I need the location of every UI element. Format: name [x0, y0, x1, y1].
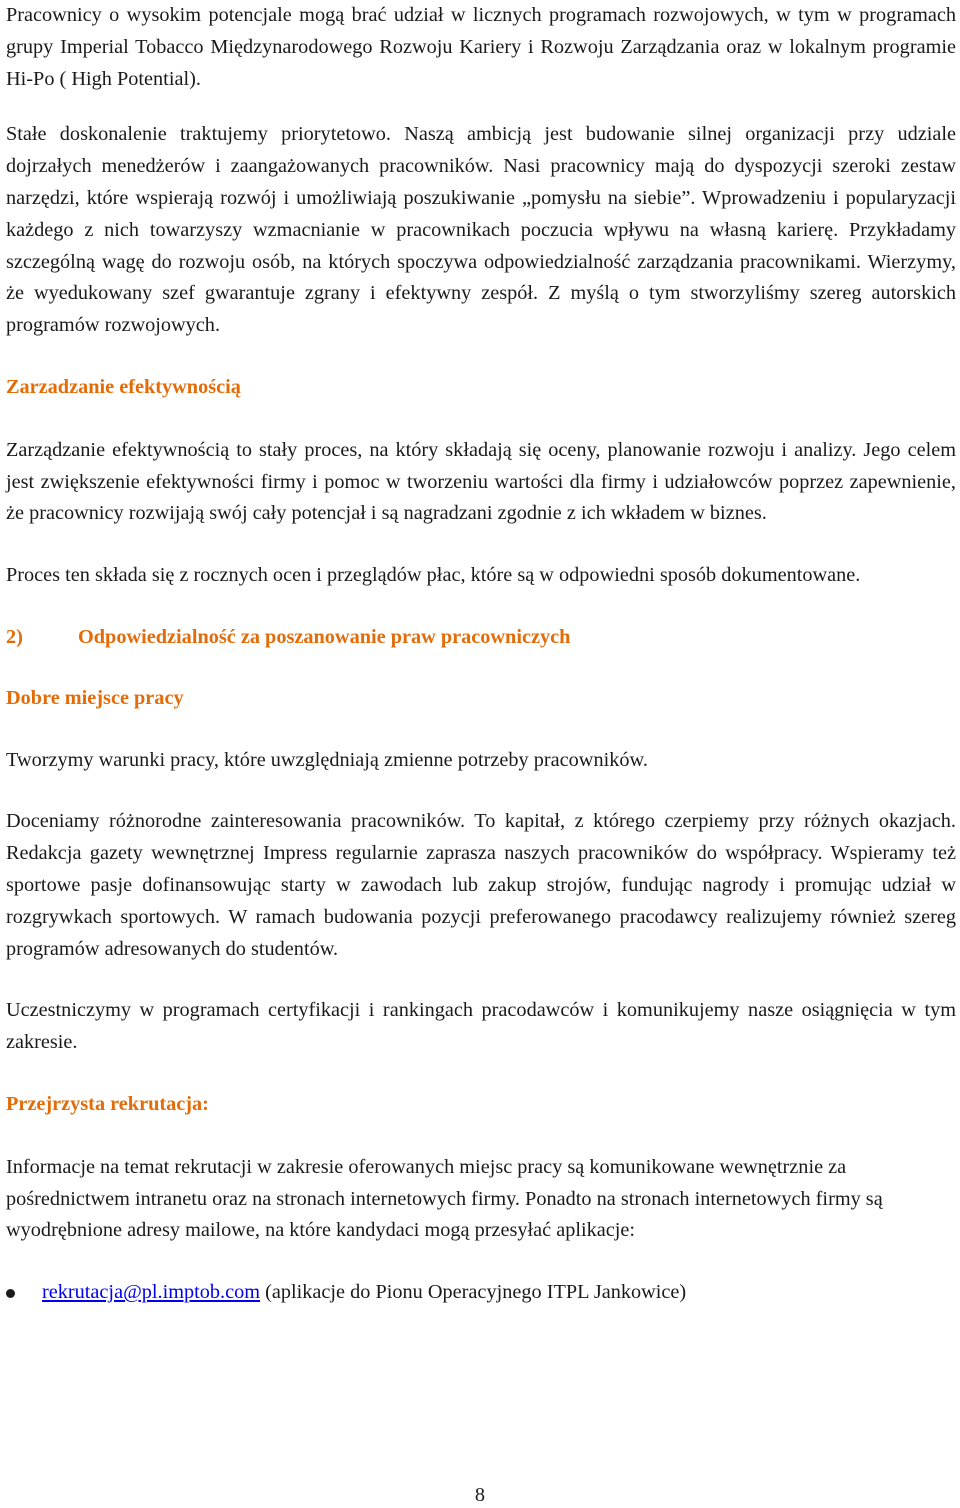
- section-2-number: 2): [6, 625, 23, 648]
- document-page: [6, 0, 956, 1309]
- recruitment-paragraph: Informacje na temat rekrutacji w zakresie oferowanych miejsc pracy są komunikowane wewnętrznie za pośrednictwem intranetu oraz na stronach internetowych firmy. Ponadto na stronach internetowych firmy są wyodrębnione adresy mailowe, na które kandydaci mogą przesyłać aplikacje:: [6, 1155, 883, 1242]
- section-2-title: Odpowiedzialność za poszanowanie praw pracowniczych: [78, 625, 571, 648]
- heading-performance-management: Zarzadzanie efektywnością: [6, 375, 241, 398]
- heading-good-workplace: Dobre miejsce pracy: [6, 686, 184, 709]
- recruitment-email-description: (aplikacje do Pionu Operacyjnego ITPL Jankowice): [260, 1281, 687, 1304]
- recruitment-email-link[interactable]: rekrutacja@pl.imptob.com: [42, 1281, 261, 1304]
- bullet-icon: [6, 1289, 15, 1298]
- heading-recruitment: Przejrzysta rekrutacja:: [6, 1092, 209, 1115]
- performance-paragraph-1: Zarządzanie efektywnością to stały proces, na który składają się oceny, planowanie rozwoju i analizy. Jego celem jest zwiększenie efektywności firmy i pomoc w tworzeniu wartości dla firmy i udziałowców poprzez zapewnienie, że pracownicy rozwijają swój cały potencjał i są nagradzani zgodnie z ich wkładem w biznes.: [6, 438, 956, 525]
- recruitment-contact-list: [6, 1277, 956, 1309]
- workplace-paragraph-2: Doceniamy różnorodne zainteresowania pracowników. To kapitał, z którego czerpiemy przy różnych okazjach. Redakcja gazety wewnętrznej Impress regularnie zaprasza naszych pracowników do współpracy. Wspieramy też sportowe pasje dofinansowując starty w zawodach lub zakup strojów, fundując nagrody i promując udział w rozgrywkach sportowych. W ramach budowania pozycji preferowanego pracodawcy realizujemy również szereg programów adresowanych do studentów.: [6, 810, 956, 960]
- intro-paragraph: Pracownicy o wysokim potencjale mogą brać udział w licznych programach rozwojowych, w tym w programach grupy Imperial Tobacco Międzynarodowego Rozwoju Kariery i Rozwoju Zarządzania oraz w lokalnym programie Hi-Po ( High Potential).: [6, 4, 956, 90]
- section-2-heading: [6, 622, 956, 654]
- workplace-paragraph-1: Tworzymy warunki pracy, które uwzględniają zmienne potrzeby pracowników.: [6, 748, 648, 771]
- performance-paragraph-2: Proces ten składa się z rocznych ocen i przeglądów płac, które są w odpowiedni sposób dokumentowane.: [6, 564, 861, 587]
- list-item: [6, 1277, 956, 1309]
- page-number: 8: [474, 1484, 486, 1506]
- workplace-paragraph-3: Uczestniczymy w programach certyfikacji i rankingach pracodawców i komunikujemy nasze osiągnięcia w tym zakresie.: [6, 999, 956, 1054]
- development-paragraph: Stałe doskonalenie traktujemy priorytetowo. Naszą ambicją jest budowanie silnej organizacji przy udziale dojrzałych menedżerów i zaangażowanych pracowników. Nasi pracownicy mają do dyspozycji szeroki zestaw narzędzi, które wspierają rozwój i umożliwiają poszukiwanie „pomysłu na siebie”. Wprowadzeniu i popularyzacji każdego z nich towarzyszy wzmacnianie w pracownikach poczucia wpływu na własną karierę. Przykładamy szczególną wagę do rozwoju osób, na których spoczywa odpowiedzialność zarządzania pracownikami. Wierzymy, że wyedukowany szef gwarantuje zgrany i efektywny zespół. Z myślą o tym stworzyliśmy szereg autorskich programów rozwojowych.: [6, 123, 956, 337]
